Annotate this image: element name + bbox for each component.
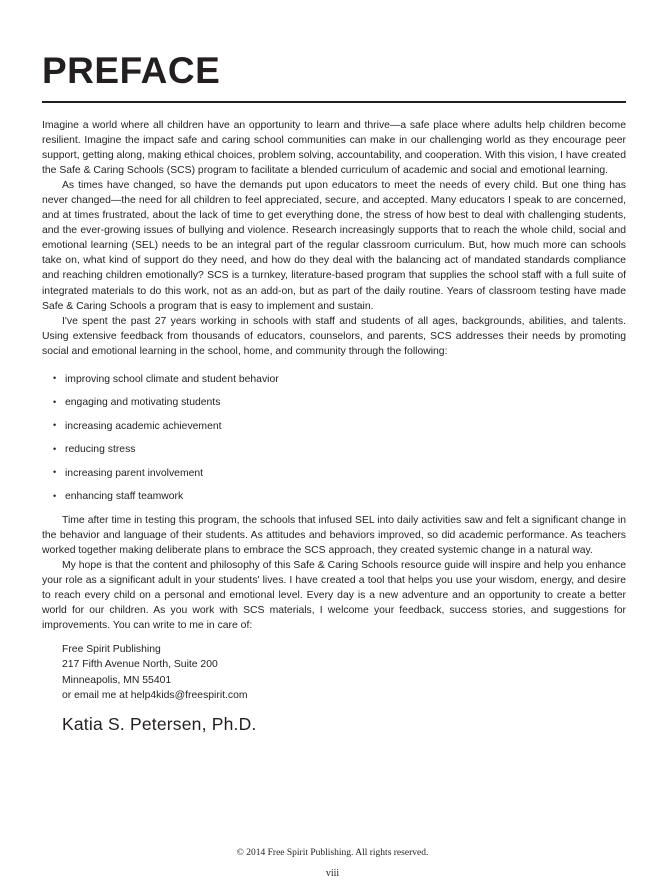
list-item: • engaging and motivating students <box>42 395 626 410</box>
feature-list <box>42 372 626 505</box>
address-line-email: or email me at help4kids@freespirit.com <box>62 689 248 701</box>
list-item: • enhancing staff teamwork <box>42 489 626 504</box>
author-signature: Katia S. Petersen, Ph.D. <box>62 713 257 734</box>
list-item: • improving school climate and student behavior <box>42 372 626 387</box>
page-footer <box>0 848 665 880</box>
body-paragraph-1: Imagine a world where all children have an opportunity to learn and thrive—a safe place where adults help children become resilient. Imagine the impact safe and caring school communities can make in our challenging world as they encourage peer support, getting along, making ethical choices, problem solving, accountability, and cooperation. With this vision, I have created the Safe & Caring Schools (SCS) program to facilitate a blended curriculum of academic and social and emotional learning. <box>42 120 626 177</box>
address-line-publisher: Free Spirit Publishing <box>62 644 161 656</box>
address-line-city-state-zip: Minneapolis, MN 55401 <box>62 674 172 686</box>
body-paragraph-3: I've spent the past 27 years working in schools with staff and students of all ages, backgrounds, abilities, and talents. Using extensive feedback from thousands of educators, counselors, and parents, SCS addresses their needs by promoting social and emotional learning in the school, home, and community through the following: <box>42 315 626 357</box>
footer-copyright: © 2014 Free Spirit Publishing. All rights reserved. <box>236 848 429 858</box>
list-item: • reducing stress <box>42 442 626 457</box>
title-divider <box>42 101 626 103</box>
list-item: • increasing academic achievement <box>42 419 626 434</box>
list-item: • increasing parent involvement <box>42 466 626 481</box>
address-line-street: 217 Fifth Avenue North, Suite 200 <box>62 659 218 671</box>
body-paragraph-2: As times have changed, so have the demands put upon educators to meet the needs of every child. But one thing has never changed—the need for all children to feel appreciated, secure, and accepted. Many educators I speak to are concerned, and at times frustrated, about the lack of time to get everything done, the stress of how best to deal with challenging students, and the ever-growing issues of bullying and violence. Research increasingly supports that to reach the whole child, social and emotional learning (SEL) needs to be an integral part of the regular classroom curriculum. But, how much more can schools take on, what kind of support do they need, and how do they deal with the balancing act of mandated standards compliance and reaching children emotionally? SCS is a turnkey, literature-based program that supplies the school staff with a full suite of integrated materials to do this work, not as an add-on, but as part of the daily routine. Years of classroom testing have made Safe & Caring Schools a program that is easy to implement and sustain. <box>42 180 626 312</box>
page-title: PREFACE <box>42 50 221 91</box>
footer-page-number: viii <box>325 868 340 880</box>
body-paragraph-4: Time after time in testing this program, the schools that infused SEL into daily activities saw and felt a significant change in the behavior and language of their students. As attitudes and behaviors improved, so did academic performance. As teachers worked together making deliberate plans to embrace the SCS approach, they created systemic change in a natural way. <box>42 514 626 556</box>
page-content <box>42 52 626 734</box>
contact-address-block <box>62 642 626 703</box>
body-paragraph-5: My hope is that the content and philosophy of this Safe & Caring Schools resource guide will inspire and help you enhance your role as a significant adult in your students' lives. I have created a tool that helps you use your wisdom, energy, and desire to reach every child on a personal and emotional level. Every day is a new adventure and an opportunity to create a better world for our children. As you work with SCS materials, I welcome your feedback, success stories, and suggestions for improvements. You can write to me in care of: <box>42 559 626 632</box>
